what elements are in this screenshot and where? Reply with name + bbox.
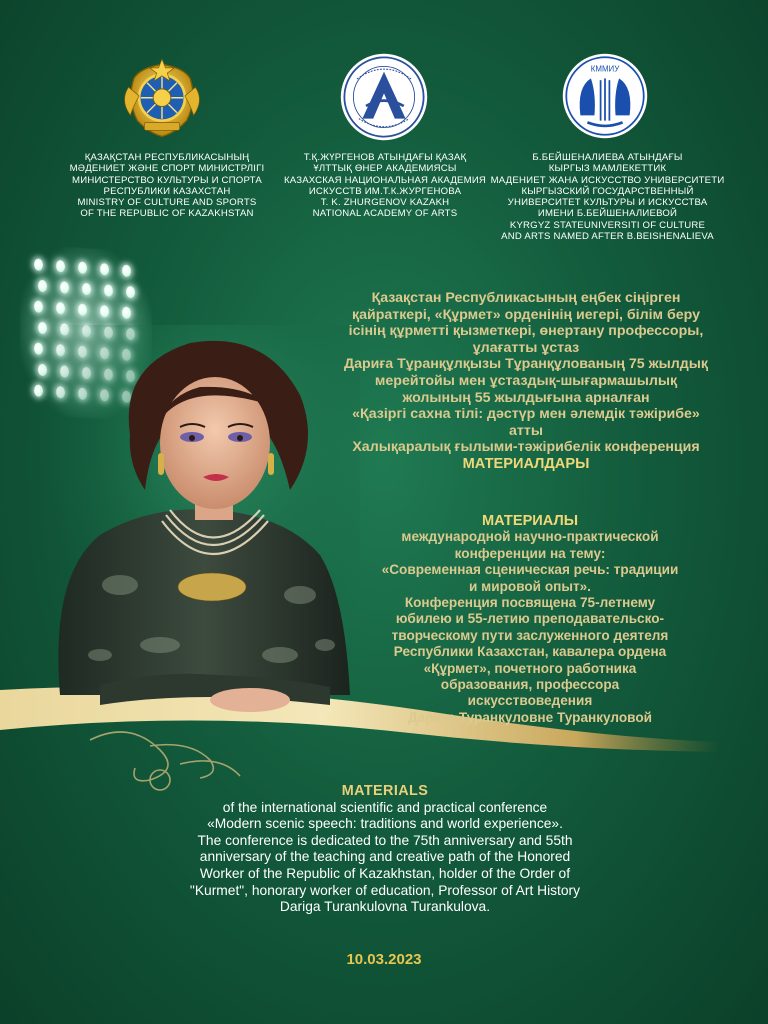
light-bulb bbox=[104, 284, 113, 297]
light-bulb bbox=[78, 261, 87, 274]
light-bulb bbox=[100, 305, 109, 318]
kmmu-logo-icon bbox=[561, 52, 649, 140]
light-bulb bbox=[126, 286, 135, 299]
light-bulb bbox=[38, 280, 47, 293]
light-bulb bbox=[122, 265, 131, 278]
light-bulb bbox=[60, 281, 69, 294]
light-bulb bbox=[78, 303, 87, 316]
kazakh-intro: Қазақстан Республикасының еңбек сіңірген қайраткері, «Құрмет» орденінің иегері, білім беру ісінің құрметті қызметкері, өнертану профессоры, ұлағатты ұстаз Дариға Тұранқұлқызы Тұранқұлованың 75 жылдық мерейтойы мен ұстаздық-шығармашылық жолының 55 жылдығына арналған «Қазіргі сахна тілі: дәстүр мен әлемдік тәжірибе» атты Халықаралық ғылыми-тәжірибелік конференция bbox=[343, 290, 709, 456]
light-bulb bbox=[56, 302, 65, 315]
russian-title: МАТЕРИАЛЫ bbox=[481, 513, 579, 529]
org-academy: Т.Қ.ЖҮРГЕНОВ АТЫНДАҒЫ ҚАЗАҚ ҰЛТТЫҚ ӨНЕР АКАДЕМИЯСЫ КАЗАХСКАЯ НАЦИОНАЛЬНАЯ АКАДЕМИЯ ИСКУССТВ ИМ.Т.К.ЖУРГЕНОВА T. K. ZHURGENOV KAZAKH NATIONAL ACADEMY OF ARTS bbox=[283, 152, 487, 220]
academy-logo-icon bbox=[339, 52, 429, 142]
conference-date: 10.03.2023 bbox=[346, 951, 422, 968]
org-ministry: ҚАЗАҚСТАН РЕСПУБЛИКАСЫНЫҢ МӘДЕНИЕТ ЖӘНЕ СПОРТ МИНИСТРЛІГІ МИНИСТЕРСТВО КУЛЬТУРЫ И СПОРТА РЕСПУБЛИКИ КАЗАХСТАН MINISTRY OF CULTURE AND SPORTS OF THE REPUBLIC OF KAZAKHSTAN bbox=[69, 152, 265, 220]
kazakh-title: МАТЕРИАЛДАРЫ bbox=[462, 455, 590, 472]
kmmu-logo-text: КММИУ bbox=[590, 64, 620, 74]
kazakh-text-block bbox=[296, 290, 756, 473]
light-bulb bbox=[34, 258, 43, 271]
kazakhstan-emblem-icon bbox=[118, 52, 206, 140]
english-title: MATERIALS bbox=[341, 783, 429, 799]
light-bulb bbox=[82, 283, 91, 296]
light-bulb bbox=[34, 300, 43, 313]
russian-body: международной научно-практической конференции на тему: «Современная сценическая речь: традиции и мировой опыт». Конференция посвящена 75-летнему юбилею и 55-летию преподавательско- творческому пути заслуженного деятеля Республики Казахстан, кавалера ордена «Құрмет», почетного работника образования, профессора искусствоведения Дариге Туранкуловне Туранкуловой bbox=[381, 529, 679, 725]
light-bulb bbox=[122, 307, 131, 320]
org-kyrgyz-university: Б.БЕЙШЕНАЛИЕВА АТЫНДАҒЫ КЫРГЫЗ МАМЛЕКЕТТИК МАДЕНИЕТ ЖАНА ИСКУССТВО УНИВЕРСИТЕТИ КЫРГЫЗСКИЙ ГОСУДАРСТВЕННЫЙ УНИВЕРСИТЕТ КУЛЬТУРЫ И ИСКУССТВА ИМЕНИ Б.БЕЙШЕНАЛИЕВОЙ KYRGYZ STATEUNIVERSITI OF CULTURE AND ARTS NAMED AFTER B.BEISHENALIEVA bbox=[490, 152, 725, 243]
russian-text-block bbox=[340, 513, 720, 726]
light-bulb bbox=[56, 260, 65, 273]
light-bulb bbox=[100, 263, 109, 276]
english-text-block bbox=[120, 783, 650, 916]
english-body: of the international scientific and practical conference «Modern scenic speech: traditions and world experience». The conference is dedicated to the 75th anniversary and 55th anniversary of the teaching and creative path of the Honored Worker of the Republic of Kazakhstan, holder of the Order of "Kurmet", honorary worker of education, Professor of Art History Dariga Turankulovna Turankulova. bbox=[189, 799, 581, 915]
